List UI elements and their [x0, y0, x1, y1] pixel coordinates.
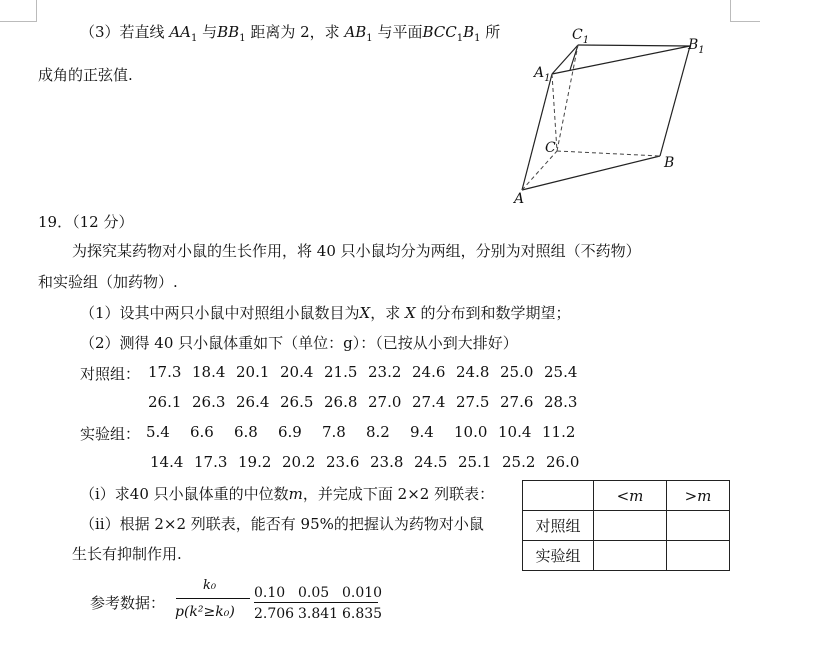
data-value: 26.5: [280, 393, 314, 411]
data-value: 8.2: [366, 423, 390, 441]
control-label: 对照组：: [80, 365, 141, 383]
data-value: 25.0: [500, 363, 534, 381]
q19-part2: （2）测得 40 只小鼠体重如下（单位：g）：（已按从小到大排好）: [80, 334, 518, 352]
label-A: A: [514, 191, 525, 207]
q19-title: 19．（12 分）: [38, 213, 134, 231]
label-C1: $C_1$: [572, 27, 590, 46]
q19-sub-ii-2: 生长有抑制作用.: [72, 545, 182, 563]
edge-CB-hidden: [557, 151, 660, 156]
data-value: 18.4: [192, 363, 226, 381]
data-value: 17.3: [194, 453, 228, 471]
data-value: 26.8: [324, 393, 358, 411]
table-col-greater: >m: [667, 481, 730, 511]
data-value: 6.9: [278, 423, 302, 441]
edge-BB1: [660, 46, 690, 156]
ref-prob-label: p(k²≥k₀): [175, 604, 235, 620]
data-value: 11.2: [542, 423, 576, 441]
data-value: 5.4: [146, 423, 170, 441]
table-row-control: 对照组: [523, 511, 594, 541]
data-value: 14.4: [150, 453, 184, 471]
data-value: 10.4: [498, 423, 532, 441]
data-value: 24.6: [412, 363, 446, 381]
data-value: 27.0: [368, 393, 402, 411]
edge-CC1-hidden: [557, 45, 578, 151]
data-value: 24.5: [414, 453, 448, 471]
data-value: 25.2: [502, 453, 536, 471]
ref-k-underline: [254, 602, 378, 603]
q19-part1: （1）设其中两只小鼠中对照组小鼠数目为X，求 X 的分布到和数学期望；: [80, 304, 571, 322]
data-value: 9.4: [410, 423, 434, 441]
ref-label: 参考数据：: [90, 594, 166, 612]
data-value: 25.4: [544, 363, 578, 381]
ref-frac-line: [176, 598, 250, 599]
q19-intro2: 和实验组（加药物）.: [38, 273, 178, 291]
edge-C1B1: [578, 45, 690, 46]
label-C: C: [545, 140, 556, 156]
data-value: 26.1: [148, 393, 182, 411]
q19-sub-ii-1: （ii）根据 2×2 列联表，能否有 95%的把握认为药物对小鼠: [80, 515, 484, 533]
q3-line1: （3）若直线 $AA_1$ 与$BB_1$ 距离为 2，求 $AB_1$ 与平面$BCC_1B_1$ 所: [80, 23, 501, 44]
table-corner: [523, 481, 594, 511]
data-value: 25.1: [458, 453, 492, 471]
label-B1: $B_1$: [688, 37, 705, 56]
data-value: 28.3: [544, 393, 578, 411]
data-value: 27.6: [500, 393, 534, 411]
data-value: 23.2: [368, 363, 402, 381]
table-row-experiment: 实验组: [523, 541, 594, 571]
q3-line2: 成角的正弦值.: [38, 66, 133, 84]
ref-p-values: 2.706 3.841 6.835: [254, 606, 383, 622]
q19-intro1: 为探究某药物对小鼠的生长作用，将 40 只小鼠均分为两组，分别为对照组（不药物）: [72, 242, 641, 260]
data-value: 26.3: [192, 393, 226, 411]
data-value: 6.6: [190, 423, 214, 441]
data-value: 27.4: [412, 393, 446, 411]
data-value: 21.5: [324, 363, 358, 381]
data-value: 24.8: [456, 363, 490, 381]
q19-sub-i: （i）求40 只小鼠体重的中位数m，并完成下面 2×2 列联表：: [80, 485, 495, 503]
contingency-table: [522, 480, 730, 571]
data-value: 7.8: [322, 423, 346, 441]
data-value: 26.4: [236, 393, 270, 411]
table-col-less: <m: [594, 481, 667, 511]
ref-k-values: 0.10 0.05 0.010: [254, 585, 383, 601]
data-value: 6.8: [234, 423, 258, 441]
data-value: 17.3: [148, 363, 182, 381]
label-B: B: [664, 155, 675, 171]
edge-AB: [522, 156, 660, 190]
label-A1: $A_1$: [534, 65, 551, 84]
experiment-label: 实验组：: [80, 425, 141, 443]
data-value: 23.8: [370, 453, 404, 471]
data-value: 20.2: [282, 453, 316, 471]
table-cell: [667, 511, 730, 541]
data-value: 27.5: [456, 393, 490, 411]
data-value: 23.6: [326, 453, 360, 471]
table-cell: [667, 541, 730, 571]
data-value: 19.2: [238, 453, 272, 471]
data-value: 26.0: [546, 453, 580, 471]
data-value: 10.0: [454, 423, 488, 441]
ref-header-k0: k₀: [203, 578, 217, 593]
data-value: 20.1: [236, 363, 270, 381]
table-cell: [594, 511, 667, 541]
table-cell: [594, 541, 667, 571]
data-value: 20.4: [280, 363, 314, 381]
